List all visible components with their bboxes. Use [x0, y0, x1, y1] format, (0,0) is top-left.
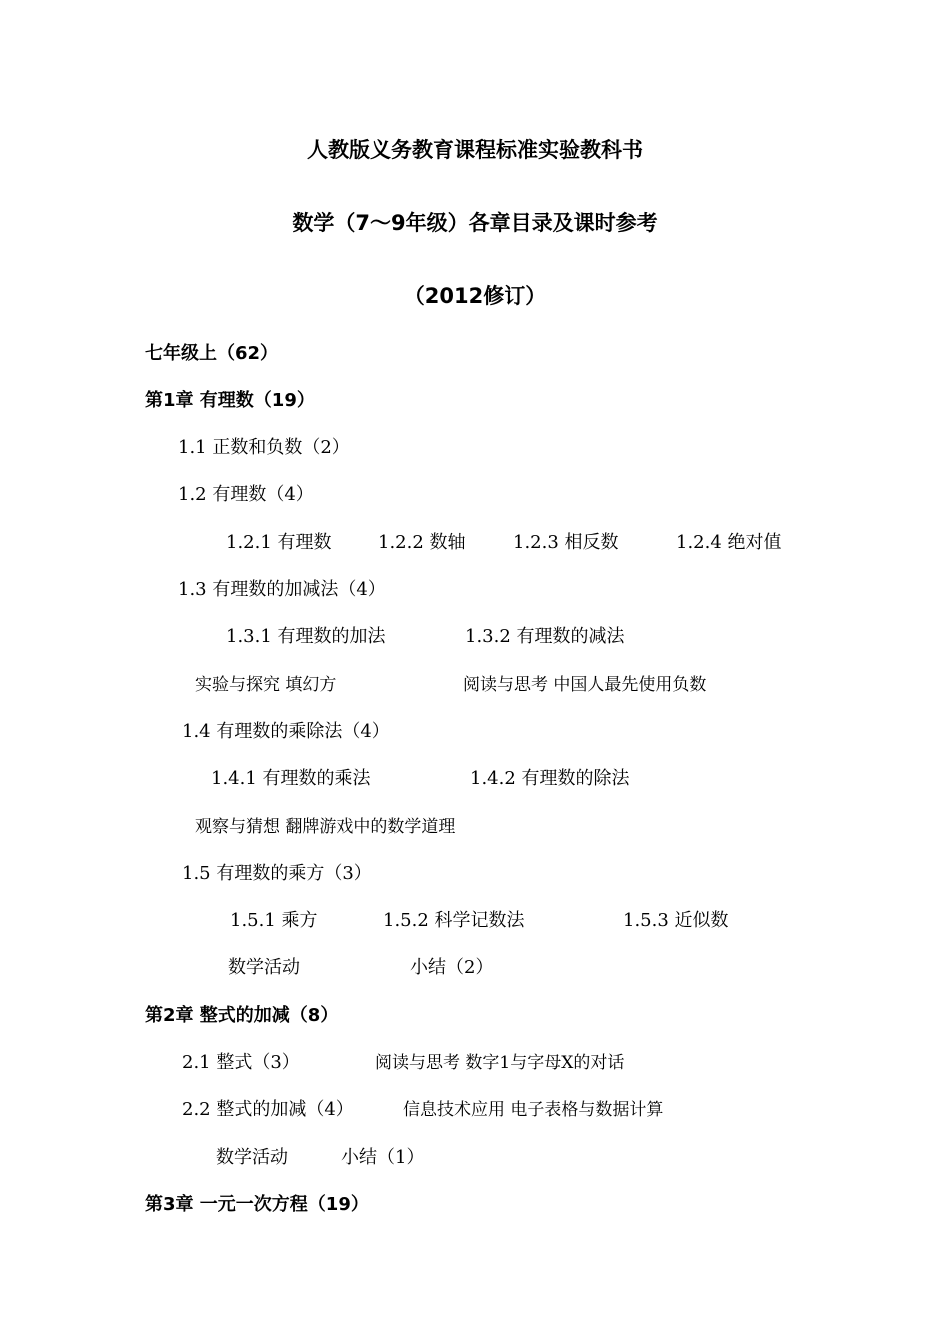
document-title: 人教版义务教育课程标准实验教科书 [307, 138, 643, 162]
subsection-1-2-1: 1.2.1 有理数 [226, 532, 332, 553]
subsection-1-2-4: 1.2.4 绝对值 [676, 532, 782, 553]
section-1-2: 1.2 有理数（4） [178, 484, 314, 505]
revision-note: （2012修订） [403, 284, 547, 308]
chapter-1-heading: 第1章 有理数（19） [145, 390, 315, 411]
chapter-1-activity: 数学活动 [228, 957, 300, 978]
section-1-1: 1.1 正数和负数（2） [178, 437, 350, 458]
subsection-1-5-1: 1.5.1 乘方 [230, 910, 318, 931]
subsection-1-4-1: 1.4.1 有理数的乘法 [211, 768, 371, 789]
extension-spreadsheet: 信息技术应用 电子表格与数据计算 [403, 1100, 664, 1120]
extension-digit-letter-dialogue: 阅读与思考 数字1与字母X的对话 [375, 1053, 625, 1073]
subsection-1-3-1: 1.3.1 有理数的加法 [226, 626, 386, 647]
subsection-1-5-2: 1.5.2 科学记数法 [383, 910, 525, 931]
chapter-2-heading: 第2章 整式的加减（8） [145, 1005, 339, 1026]
subsection-1-4-2: 1.4.2 有理数的除法 [470, 768, 630, 789]
chapter-2-summary: 小结（1） [341, 1147, 425, 1168]
extension-card-game: 观察与猜想 翻牌游戏中的数学道理 [195, 817, 456, 837]
section-2-2: 2.2 整式的加减（4） [182, 1099, 354, 1120]
chapter-1-summary: 小结（2） [410, 957, 494, 978]
extension-negative-numbers: 阅读与思考 中国人最先使用负数 [463, 675, 707, 695]
document-subtitle: 数学（7～9年级）各章目录及课时参考 [292, 211, 658, 235]
extension-fill-magic-square: 实验与探究 填幻方 [195, 675, 337, 695]
chapter-3-heading: 第3章 一元一次方程（19） [145, 1194, 369, 1215]
subsection-1-2-2: 1.2.2 数轴 [378, 532, 466, 553]
section-1-5: 1.5 有理数的乘方（3） [182, 863, 372, 884]
subsection-1-5-3: 1.5.3 近似数 [623, 910, 729, 931]
subsection-1-2-3: 1.2.3 相反数 [513, 532, 619, 553]
grade-heading: 七年级上（62） [145, 343, 279, 364]
chapter-2-activity: 数学活动 [216, 1147, 288, 1168]
section-1-3: 1.3 有理数的加减法（4） [178, 579, 386, 600]
subsection-1-3-2: 1.3.2 有理数的减法 [465, 626, 625, 647]
section-2-1: 2.1 整式（3） [182, 1052, 300, 1073]
section-1-4: 1.4 有理数的乘除法（4） [182, 721, 390, 742]
